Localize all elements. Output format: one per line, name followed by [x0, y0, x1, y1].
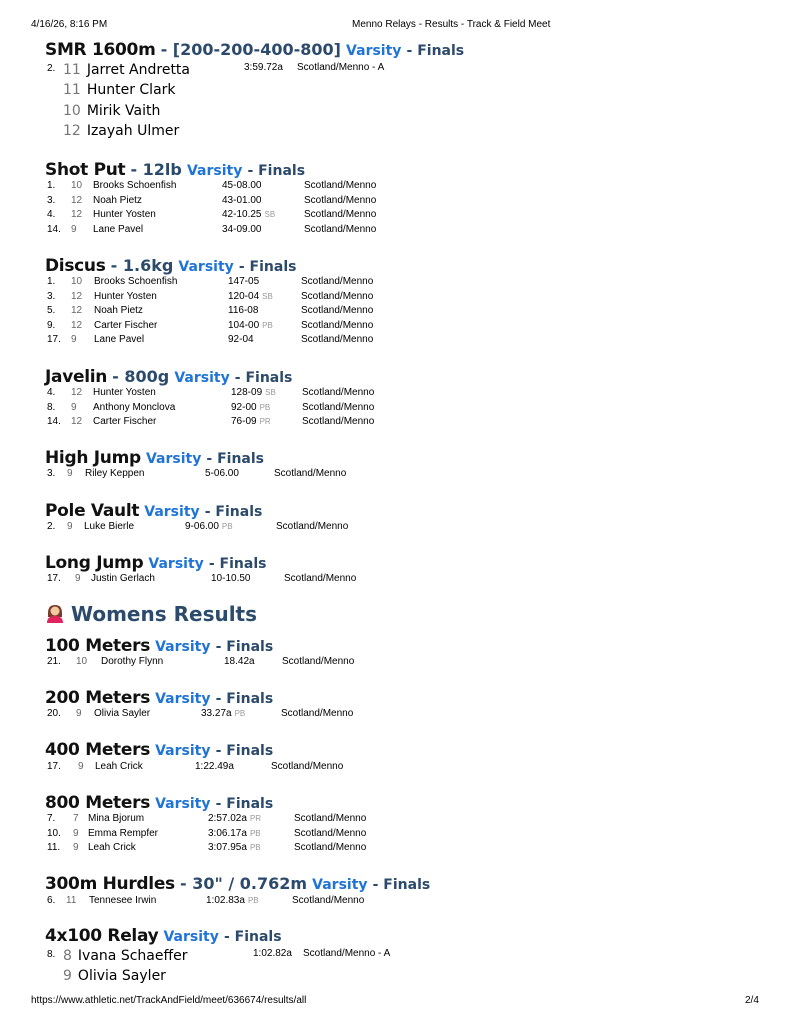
event-name: Javelin: [45, 367, 108, 387]
result-row: [0, 521, 791, 535]
team-link[interactable]: Scotland/Menno: [294, 827, 367, 839]
team-link[interactable]: Scotland/Menno: [301, 290, 374, 302]
division-link[interactable]: Varsity: [155, 796, 211, 812]
grade: 12: [71, 319, 83, 331]
grade: 12: [71, 290, 83, 302]
athlete-link[interactable]: Anthony Monclova: [93, 401, 176, 413]
athlete-link[interactable]: Carter Fischer: [94, 319, 158, 331]
place: 10.: [47, 827, 61, 839]
division-link[interactable]: Varsity: [346, 43, 402, 59]
grade: 9: [73, 842, 79, 854]
print-datetime: 4/16/26, 8:16 PM: [31, 19, 108, 30]
mark-value: 34-09.00: [222, 223, 262, 235]
mark-value: 33.27a: [201, 708, 232, 719]
athlete-link[interactable]: Hunter Yosten: [93, 209, 156, 221]
athlete-link[interactable]: Tennesee Irwin: [89, 895, 157, 906]
mark-value: 2:57.02a: [208, 813, 247, 824]
mark-value: 3:07.95a: [208, 842, 247, 854]
team-link[interactable]: Scotland/Menno: [276, 521, 349, 532]
relay-runner[interactable]: [63, 103, 160, 119]
grade: 9: [71, 334, 77, 346]
athlete-link[interactable]: Hunter Yosten: [94, 290, 157, 302]
event-subtitle: - [200-200-400-800]: [160, 40, 341, 59]
event-title: [45, 256, 296, 276]
result-row: [0, 402, 791, 416]
team-link[interactable]: Scotland/Menno: [271, 761, 344, 772]
team-link[interactable]: Scotland/Menno: [274, 468, 347, 479]
record-badge: PR: [259, 417, 271, 427]
record-badge: PB: [247, 896, 259, 905]
athlete-link[interactable]: Luke Bierle: [84, 521, 135, 532]
mark: [231, 416, 271, 427]
relay-runner[interactable]: [63, 948, 187, 964]
place: 9.: [47, 319, 56, 331]
division-link[interactable]: Varsity: [178, 259, 234, 275]
print-page-number: 2/4: [745, 995, 759, 1006]
team-link[interactable]: Scotland/Menno: [282, 656, 355, 667]
mark-value: 10-10.50: [211, 573, 251, 584]
runner-name: Olivia Sayler: [77, 968, 166, 984]
result-row: [0, 195, 791, 209]
result-row: [0, 180, 791, 194]
result-row: [0, 761, 791, 775]
team-link[interactable]: Scotland/Menno: [301, 334, 374, 346]
round-label: - Finals: [204, 504, 263, 520]
runner-grade: 10: [63, 103, 81, 119]
event-title-smr: [45, 40, 464, 60]
runner-grade: 11: [63, 82, 81, 98]
division-link[interactable]: Varsity: [148, 556, 204, 572]
place: 7.: [47, 813, 56, 824]
result-row: [0, 573, 791, 587]
round-label: - Finals: [215, 743, 274, 759]
place: 5.: [47, 305, 56, 317]
mark-value: 120-04: [228, 290, 260, 302]
event-title: [45, 160, 305, 180]
athlete-link[interactable]: Noah Pietz: [93, 194, 142, 206]
mark: [208, 828, 261, 839]
relay-place: 2.: [47, 63, 56, 74]
athlete-link[interactable]: Lane Pavel: [93, 223, 144, 235]
event-title: [45, 740, 273, 760]
event-name: SMR 1600m: [45, 40, 156, 60]
event-name: 800 Meters: [45, 793, 151, 813]
event-title: [45, 636, 273, 656]
event-subtitle: - 30" / 0.762m: [179, 874, 308, 893]
mark-value: 9-06.00: [185, 521, 219, 532]
result-row: [0, 813, 791, 827]
round-label: - Finals: [372, 877, 431, 893]
division-link[interactable]: Varsity: [163, 929, 219, 945]
place: 1.: [47, 180, 56, 191]
mark: [222, 209, 275, 220]
relay-runner[interactable]: [63, 82, 176, 98]
mark: [231, 402, 270, 413]
athlete-link[interactable]: Riley Keppen: [85, 468, 145, 479]
mark-value: 147-05: [228, 276, 260, 287]
athlete-link[interactable]: Dorothy Flynn: [101, 656, 164, 667]
mark: [222, 224, 261, 235]
team-link[interactable]: Scotland/Menno: [301, 305, 374, 317]
grade: 11: [66, 895, 77, 906]
grade: 12: [71, 209, 83, 221]
relay-runner[interactable]: [63, 62, 190, 78]
event-name: 200 Meters: [45, 688, 151, 708]
mark-value: 18.42a: [224, 656, 255, 667]
division-link[interactable]: Varsity: [186, 163, 243, 179]
mark-value: 92-00: [231, 401, 257, 413]
place: 17.: [47, 573, 61, 584]
mark: [211, 573, 250, 584]
team-link[interactable]: Scotland/Menno: [301, 276, 374, 287]
relay-team-link[interactable]: Scotland/Menno - A: [297, 62, 385, 73]
place: 21.: [47, 656, 61, 667]
event-title: [45, 688, 273, 708]
athlete-link[interactable]: Hunter Yosten: [93, 387, 156, 398]
result-row: [0, 416, 791, 430]
athlete-link[interactable]: Mina Bjorum: [88, 813, 145, 824]
result-row: [0, 895, 791, 909]
team-link[interactable]: Scotland/Menno: [294, 813, 367, 824]
woman-icon: [45, 603, 65, 623]
round-label: - Finals: [238, 259, 297, 275]
event-name: 300m Hurdles: [45, 874, 175, 894]
grade: 12: [71, 387, 83, 398]
relay-time: 3:59.72a: [244, 62, 283, 73]
team-link[interactable]: Scotland/Menno: [304, 209, 377, 221]
grade: 9: [71, 401, 77, 413]
mark: [208, 813, 261, 824]
grade: 9: [71, 223, 77, 235]
mark-value: 116-08: [228, 305, 259, 317]
mark: [206, 895, 259, 906]
event-name: 100 Meters: [45, 636, 151, 656]
relay-team-link[interactable]: Scotland/Menno - A: [303, 948, 391, 959]
division-link[interactable]: Varsity: [312, 877, 368, 893]
record-badge: PB: [234, 709, 246, 718]
round-label: - Finals: [247, 163, 306, 179]
event-name: 400 Meters: [45, 740, 151, 760]
runner-grade: 8: [63, 948, 72, 964]
team-link[interactable]: Scotland/Menno: [304, 180, 377, 191]
result-row: [0, 209, 791, 223]
record-badge: SB: [262, 291, 273, 301]
mark: [228, 320, 273, 331]
athlete-link[interactable]: Justin Gerlach: [91, 573, 155, 584]
relay-place: 8.: [47, 949, 56, 960]
result-row: [0, 828, 791, 842]
event-title: [45, 553, 266, 573]
mark-value: 92-04: [228, 334, 254, 346]
print-title: Menno Relays - Results - Track & Field Meet: [352, 19, 551, 30]
runner-name: Jarret Andretta: [86, 62, 191, 78]
division-link[interactable]: Varsity: [174, 370, 230, 386]
place: 4.: [47, 209, 56, 221]
grade: 7: [73, 813, 79, 824]
womens-results-header: [45, 602, 257, 626]
mark-value: 42-10.25: [222, 209, 262, 221]
runner-name: Ivana Schaeffer: [77, 948, 188, 964]
result-row: [0, 334, 791, 348]
place: 3.: [47, 194, 56, 206]
athlete-link[interactable]: Carter Fischer: [93, 416, 157, 428]
round-label: - Finals: [215, 639, 274, 655]
mark-value: 3:06.17a: [208, 827, 247, 839]
event-title-4x100: [45, 926, 282, 946]
place: 20.: [47, 708, 61, 719]
athlete-link[interactable]: Emma Rempfer: [88, 827, 159, 839]
round-label: - Finals: [234, 370, 293, 386]
team-link[interactable]: Scotland/Menno: [302, 387, 375, 398]
team-link[interactable]: Scotland/Menno: [304, 194, 377, 206]
event-name: High Jump: [45, 448, 141, 468]
place: 17.: [47, 761, 61, 772]
mark: [224, 656, 255, 667]
record-badge: PB: [221, 522, 233, 531]
grade: 12: [71, 194, 83, 206]
result-row: [0, 305, 791, 319]
relay-time: 1:02.82a: [253, 948, 292, 959]
place: 14.: [47, 416, 61, 428]
athlete-link[interactable]: Leah Crick: [88, 842, 136, 854]
team-link[interactable]: Scotland/Menno: [292, 895, 365, 906]
team-link[interactable]: Scotland/Menno: [302, 401, 375, 413]
event-name: Shot Put: [45, 160, 126, 180]
womens-results-title: Womens Results: [71, 602, 258, 626]
mark: [228, 305, 258, 316]
result-row: [0, 656, 791, 670]
mark-value: 1:02.83a: [206, 895, 245, 906]
mark: [185, 521, 233, 532]
mark: [222, 180, 261, 191]
result-row: [0, 320, 791, 334]
runner-name: Mirik Vaith: [86, 103, 161, 119]
mark-value: 76-09: [231, 416, 257, 428]
grade: 10: [71, 180, 83, 191]
result-row: [0, 276, 791, 290]
place: 3.: [47, 468, 56, 479]
grade: 9: [78, 761, 84, 772]
athlete-link[interactable]: Brooks Schoenfish: [94, 276, 178, 287]
team-link[interactable]: Scotland/Menno: [281, 708, 354, 719]
grade: 9: [73, 827, 79, 839]
athlete-link[interactable]: Brooks Schoenfish: [93, 180, 177, 191]
event-subtitle: - 12lb: [130, 160, 182, 179]
runner-name: Izayah Ulmer: [86, 123, 180, 139]
mark-value: 128-09: [231, 387, 263, 398]
mark-value: 43-01.00: [222, 194, 262, 206]
grade: 10: [71, 276, 83, 287]
event-name: 4x100 Relay: [45, 926, 159, 946]
record-badge: SB: [265, 388, 276, 397]
event-name: Long Jump: [45, 553, 144, 573]
mark: [208, 842, 261, 853]
event-name: Discus: [45, 256, 106, 276]
division-link[interactable]: Varsity: [155, 743, 211, 759]
mark: [195, 761, 234, 772]
team-link[interactable]: Scotland/Menno: [294, 842, 367, 854]
team-link[interactable]: Scotland/Menno: [302, 416, 375, 428]
mark: [201, 708, 245, 719]
round-label: - Finals: [223, 929, 282, 945]
mark-value: 45-08.00: [222, 180, 262, 191]
result-row: [0, 468, 791, 482]
runner-grade: 12: [63, 123, 81, 139]
grade: 10: [76, 656, 88, 667]
event-title: [45, 874, 430, 894]
result-row: [0, 387, 791, 401]
event-subtitle: - 1.6kg: [110, 256, 174, 275]
record-badge: PR: [249, 814, 262, 823]
relay-runner[interactable]: [63, 123, 179, 139]
event-title: [45, 448, 264, 468]
athlete-link[interactable]: Leah Crick: [95, 761, 143, 772]
round-label: - Finals: [406, 43, 465, 59]
grade: 9: [76, 708, 82, 719]
event-title: [45, 793, 273, 813]
runner-name: Hunter Clark: [86, 82, 176, 98]
place: 3.: [47, 290, 56, 302]
record-badge: PB: [262, 320, 273, 330]
mark: [222, 195, 261, 206]
event-subtitle: - 800g: [112, 367, 170, 386]
place: 11.: [47, 842, 61, 854]
event-title: [45, 367, 292, 387]
mark-value: 104-00: [228, 319, 260, 331]
grade: 9: [75, 573, 81, 584]
team-link[interactable]: Scotland/Menno: [304, 223, 377, 235]
runner-grade: 11: [63, 62, 81, 78]
grade: 9: [67, 521, 73, 532]
team-link[interactable]: Scotland/Menno: [284, 573, 357, 584]
athlete-link[interactable]: Olivia Sayler: [94, 708, 151, 719]
record-badge: PB: [249, 843, 261, 853]
division-link[interactable]: Varsity: [155, 639, 211, 655]
grade: 12: [71, 416, 83, 428]
division-link[interactable]: Varsity: [145, 451, 202, 467]
place: 17.: [47, 334, 61, 346]
place: 14.: [47, 223, 61, 235]
mark: [228, 334, 254, 345]
place: 2.: [47, 521, 56, 532]
print-url: https://www.athletic.net/TrackAndField/meet/636674/results/all: [31, 995, 307, 1006]
mark: [228, 276, 259, 287]
record-badge: PB: [249, 828, 261, 838]
place: 6.: [47, 895, 56, 906]
mark: [231, 387, 276, 398]
athlete-link[interactable]: Lane Pavel: [94, 334, 145, 346]
record-badge: SB: [264, 210, 276, 220]
round-label: - Finals: [206, 451, 265, 467]
mark: [205, 468, 239, 479]
place: 1.: [47, 276, 56, 287]
result-row: [0, 842, 791, 856]
relay-runner[interactable]: [63, 968, 166, 984]
round-label: - Finals: [208, 556, 267, 572]
division-link[interactable]: Varsity: [144, 504, 200, 520]
result-row: [0, 224, 791, 238]
runner-grade: 9: [63, 968, 72, 984]
place: 8.: [47, 401, 56, 413]
mark-value: 5-06.00: [205, 468, 239, 479]
mark-value: 1:22.49a: [195, 761, 234, 772]
place: 4.: [47, 387, 56, 398]
result-row: [0, 708, 791, 722]
event-name: Pole Vault: [45, 501, 140, 521]
event-title: [45, 501, 262, 521]
grade: 9: [67, 468, 73, 479]
grade: 12: [71, 305, 83, 317]
division-link[interactable]: Varsity: [155, 691, 211, 707]
mark: [228, 291, 273, 302]
round-label: - Finals: [215, 796, 274, 812]
record-badge: PB: [259, 402, 271, 412]
result-row: [0, 291, 791, 305]
athlete-link[interactable]: Noah Pietz: [94, 305, 143, 317]
team-link[interactable]: Scotland/Menno: [301, 319, 374, 331]
round-label: - Finals: [215, 691, 274, 707]
